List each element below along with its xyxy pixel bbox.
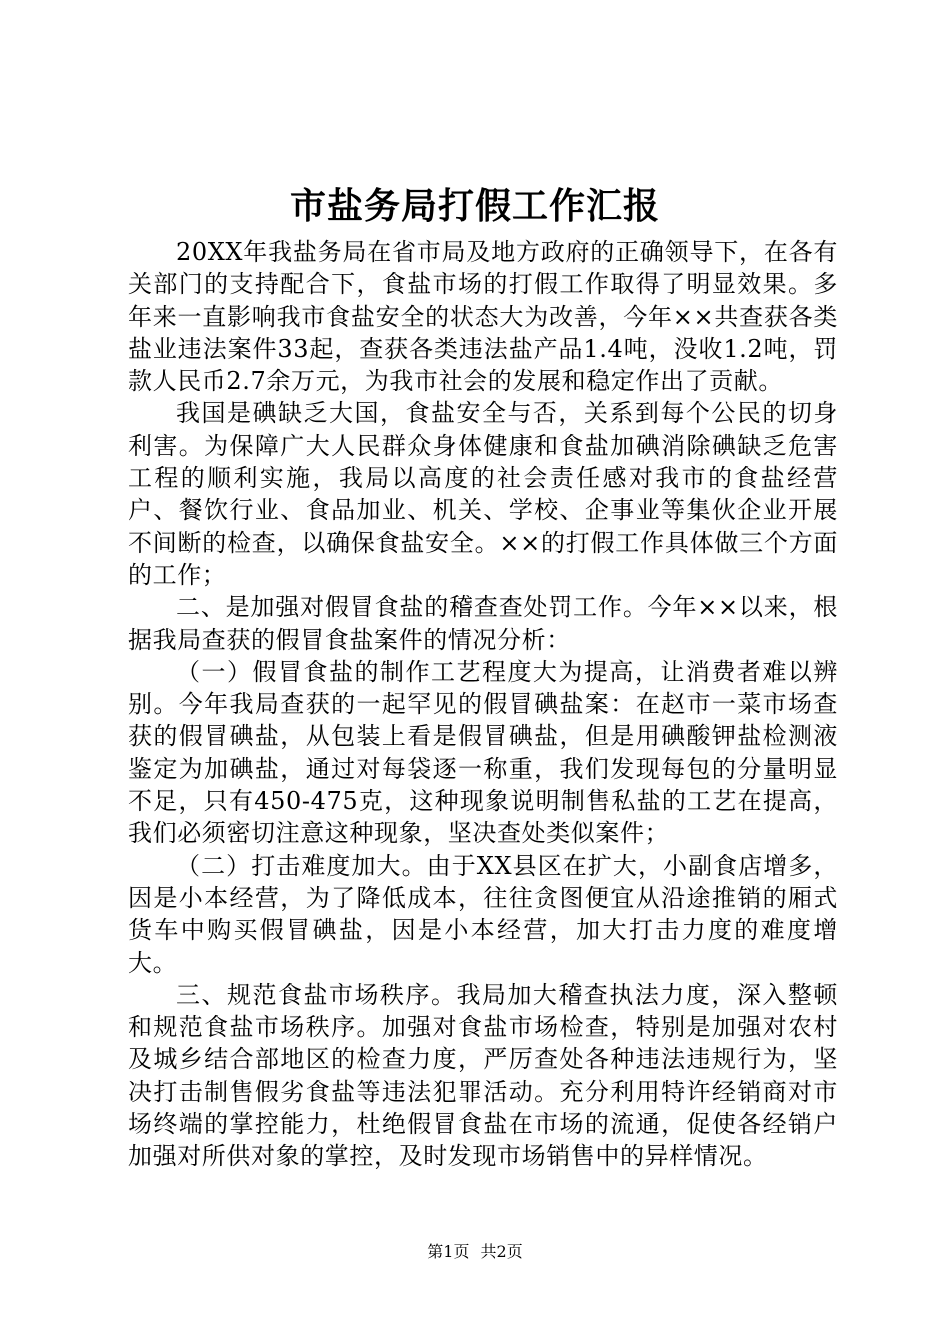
paragraph-subsection-1: （一）假冒食盐的制作工艺程度大为提高，让消费者难以辨别。今年我局查获的一起罕见的假冒碘盐案：在赵市一菜市场查获的假冒碘盐，从包装上看是假冒碘盐，但是用碘酸钾盐检测液鉴定为加碘盐，通过对每袋逐一称重，我们发现每包的分量明显不足，只有450-475克，这种现象说明制售私盐的工艺在提高，我们必须密切注意这种现象，坚决查处类似案件； — [128, 657, 838, 848]
document-title: 市盐务局打假工作汇报 — [289, 185, 660, 227]
document-body — [128, 236, 838, 1173]
page-number-total: 共2页 — [480, 1242, 523, 1261]
paragraph-section-3: 三、规范食盐市场秩序。我局加大稽查执法力度，深入整顿和规范食盐市场秩序。加强对食盐市场检查，特别是加强对农村及城乡结合部地区的检查力度，严厉查处各种违法违规行为，坚决打击制售假劣食盐等违法犯罪活动。充分利用特许经销商对市场终端的掌控能力，杜绝假冒食盐在市场的流通，促使各经销户加强对所供对象的掌控，及时发现市场销售中的异样情况。 — [128, 980, 838, 1171]
paragraph-section-2: 二、是加强对假冒食盐的稽查查处罚工作。今年××以来，根据我局查获的假冒食盐案件的情况分析： — [128, 593, 838, 654]
paragraph-subsection-2: （二）打击难度加大。由于XX县区在扩大，小副食店增多，因是小本经营，为了降低成本，往往贪图便宜从沿途推销的厢式货车中购买假冒碘盐，因是小本经营，加大打击力度的难度增大。 — [128, 851, 838, 977]
page-number-current: 第1页 — [427, 1242, 470, 1261]
paragraph-background: 我国是碘缺乏大国，食盐安全与否，关系到每个公民的切身利害。为保障广大人民群众身体健康和食盐加碘消除碘缺乏危害工程的顺利实施，我局以高度的社会责任感对我市的食盐经营户、餐饮行业、食品加业、机关、学校、企事业等集伙企业开展不间断的检查，以确保食盐安全。××的打假工作具体做三个方面的工作； — [128, 399, 838, 589]
page-footer — [0, 1240, 950, 1264]
paragraph-intro: 20XX年我盐务局在省市局及地方政府的正确领导下，在各有关部门的支持配合下，食盐市场的打假工作取得了明显效果。多年来一直影响我市食盐安全的状态大为改善，今年××共查获各类盐业违法案件33起，查获各类违法盐产品1.4吨，没收1.2吨，罚款人民币2.7余万元，为我市社会的发展和稳定作出了贡献。 — [128, 238, 838, 396]
